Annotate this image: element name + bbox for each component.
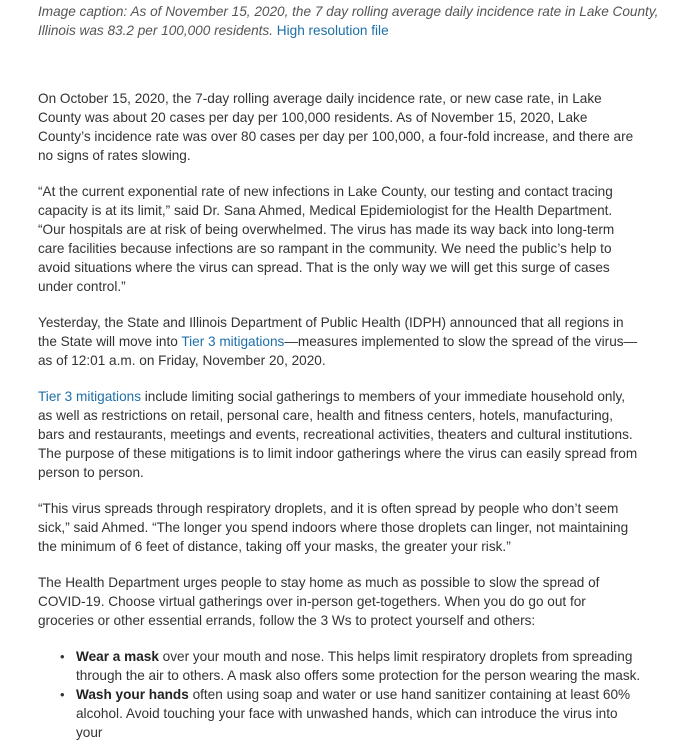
list-item-text: often using soap and water or use hand sanitizer containing at least 60% alcohol. Avoid touching your face with unwashed hands, which can introduce the virus into your (76, 687, 631, 740)
bullet-icon: • (60, 649, 65, 664)
list-item-text: over your mouth and nose. This helps limit respiratory droplets from spreading through the air to others. A mask also offers some protection for the person wearing the mask. (76, 649, 641, 683)
bullet-icon: • (60, 687, 65, 702)
list-item-heading: Wear a mask (76, 649, 159, 664)
article-body (38, 89, 642, 742)
paragraph-tier3-announcement-lead: Yesterday, the State and Illinois Department of Public Health (IDPH) announced that all regions in the State will move into (38, 315, 624, 349)
paragraph-incidence-rate: On October 15, 2020, the 7-day rolling average daily incidence rate, or new case rate, in Lake County was about 20 cases per day per 100,000 residents. As of November 15, 2020, Lake County’s incidence rate was over 80 cases per day per 100,000, a four-fold increase, and there are no signs of rates slowing. (38, 91, 634, 163)
image-caption (38, 2, 668, 40)
tier3-mitigations-link[interactable]: Tier 3 mitigations (181, 334, 285, 349)
paragraph-tier3-details (38, 387, 642, 482)
paragraph-tier3-announcement-tail: —measures implemented to slow the spread of the virus—as of 12:01 a.m. on Friday, November 20, 2020. (38, 334, 638, 368)
paragraph-droplets-quote: “This virus spreads through respiratory droplets, and it is often spread by people who don’t seem sick,” said Ahmed. “The longer you spend indoors where those droplets can linger, not maintaining the minimum of 6 feet of distance, taking off your masks, the greater your risk.” (38, 501, 629, 554)
paragraph-tier3-details-text: include limiting social gatherings to members of your immediate household only, as well as restrictions on retail, personal care, health and fitness centers, hotels, manufacturing, bars and restaurants, meetings and events, recreational activities, theaters and cultural institutions. The purpose of these mitigations is to limit indoor gatherings where the virus can easily spread from person to person. (38, 389, 638, 480)
list-item (60, 647, 642, 685)
list-item (60, 685, 642, 742)
three-ws-list (38, 647, 642, 742)
image-caption-text: Image caption: As of November 15, 2020, the 7 day rolling average daily incidence rate in Lake County, Illinois was 83.2 per 100,000 residents. (38, 4, 659, 38)
paragraph-tier3-announcement (38, 313, 642, 370)
tier3-mitigations-link-2[interactable]: Tier 3 mitigations (38, 389, 141, 404)
paragraph-stay-home: The Health Department urges people to stay home as much as possible to slow the spread of COVID-19. Choose virtual gatherings over in-person get-togethers. When you do go out for groceries or other essential errands, follow the 3 Ws to protect yourself and others: (38, 575, 600, 628)
high-resolution-file-link[interactable]: High resolution file (276, 23, 389, 38)
paragraph-ahmed-quote: “At the current exponential rate of new infections in Lake County, our testing and contact tracing capacity is at its limit,” said Dr. Sana Ahmed, Medical Epidemiologist for the Health Department. “Our hospitals are at risk of being overwhelmed. The virus has made its way back into long-term care facilities because infections are so rampant in the community. We need the public’s help to avoid situations where the virus can spread. That is the only way we will get this surge of cases under control.” (38, 184, 615, 294)
list-item-heading: Wash your hands (76, 687, 189, 702)
